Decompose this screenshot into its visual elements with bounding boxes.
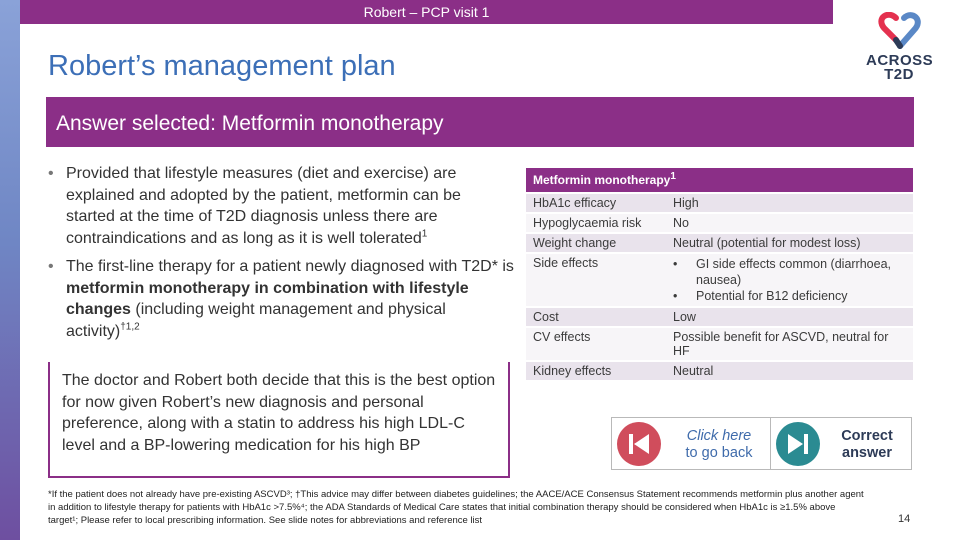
bullet-2-sup: †1,2 [120,321,140,333]
top-bar-title: Robert – PCP visit 1 [363,4,490,20]
bullet-1-sup: 1 [421,228,428,240]
correct-answer-button[interactable] [770,417,912,470]
correct-answer-line1: Correct [841,428,893,444]
bullet-2-post: (including weight management and physical activity) [66,301,446,340]
row-label: HbA1c efficacy [526,194,666,212]
row-value: High [666,194,913,212]
table-row [526,234,913,252]
go-back-label [666,428,772,462]
table-row [526,308,913,326]
heart-ribbon-logo-icon [866,12,932,54]
skip-forward-icon [776,422,820,466]
logo-line1: ACROSS [866,52,934,69]
page-number: 14 [898,513,911,525]
table-header: Metformin monotherapy$^1$ [526,168,913,192]
answer-selected-bar [46,97,914,147]
logo [866,12,932,88]
row-value-list [666,254,913,306]
bullet-dot: • [48,258,54,275]
row-value: Neutral [666,362,913,380]
table-row [526,194,913,212]
decision-text: The doctor and Robert both decide that this is the best option for now given Robert’s new diagnosis and personal preference, along with a statin to address his high LDL-C level and a BP-lowering medication for his high BP [62,372,496,454]
top-bar [20,0,833,24]
row-label: Cost [526,308,666,326]
row-value: Low [666,308,913,326]
logo-line2: T2D [884,66,914,83]
bullet-item-2 [48,256,514,342]
table-row [526,214,913,232]
row-label: Kidney effects [526,362,666,380]
go-back-line2: to go back [685,445,753,461]
left-accent-stripe [0,0,20,540]
go-back-button[interactable] [611,417,775,470]
side-effect-item: • GI side effects common (diarrhoea, nausea) [673,257,891,287]
skip-back-icon [617,422,661,466]
bullet-2-pre: The first-line therapy for a patient newly diagnosed with T2D* is [66,258,514,275]
bullet-dot: • [48,165,54,182]
correct-answer-line2: answer [842,445,892,461]
metformin-table [526,166,913,382]
answer-selected-text: Answer selected: Metformin monotherapy [56,112,444,135]
side-effect-item: • Potential for B12 deficiency [673,289,848,303]
table-row [526,254,913,306]
row-label: Side effects [526,254,666,306]
row-value: Neutral (potential for modest loss) [666,234,913,252]
bullet-list [48,163,514,349]
correct-answer-label [825,428,909,462]
footnote: *If the patient does not already have pre-existing ASCVD³; †This advice may differ between diabetes guidelines; the AACE/ACE Consensus Statement recommends metformin plus another agent in addition to lifestyle therapy for patients with HbA1c >7.5%⁴; the ADA Standards of Medical Care states that initial combination therapy should be considered when HbA1c is ≥1.5% above target¹; Please refer to local prescribing information. See slide notes for abbreviations and reference list [48,489,864,526]
row-label: Weight change [526,234,666,252]
row-value: Possible benefit for ASCVD, neutral for HF [666,328,913,360]
row-label: Hypoglycaemia risk [526,214,666,232]
bullet-1-text: Provided that lifestyle measures (diet and exercise) are explained and adopted by the patient, metformin can be started at the time of T2D diagnosis unless there are contraindications and as long as it is well tolerated [66,165,461,247]
table-row [526,328,913,360]
bullet-2-bold: metformin monotherapy in combination with lifestyle changes [66,279,469,318]
page-title: Robert’s management plan [48,50,396,82]
row-value: No [666,214,913,232]
table-row [526,362,913,380]
bullet-item-1 [48,163,514,249]
go-back-line1: Click here [686,428,752,444]
row-label: CV effects [526,328,666,360]
decision-box [48,362,510,478]
